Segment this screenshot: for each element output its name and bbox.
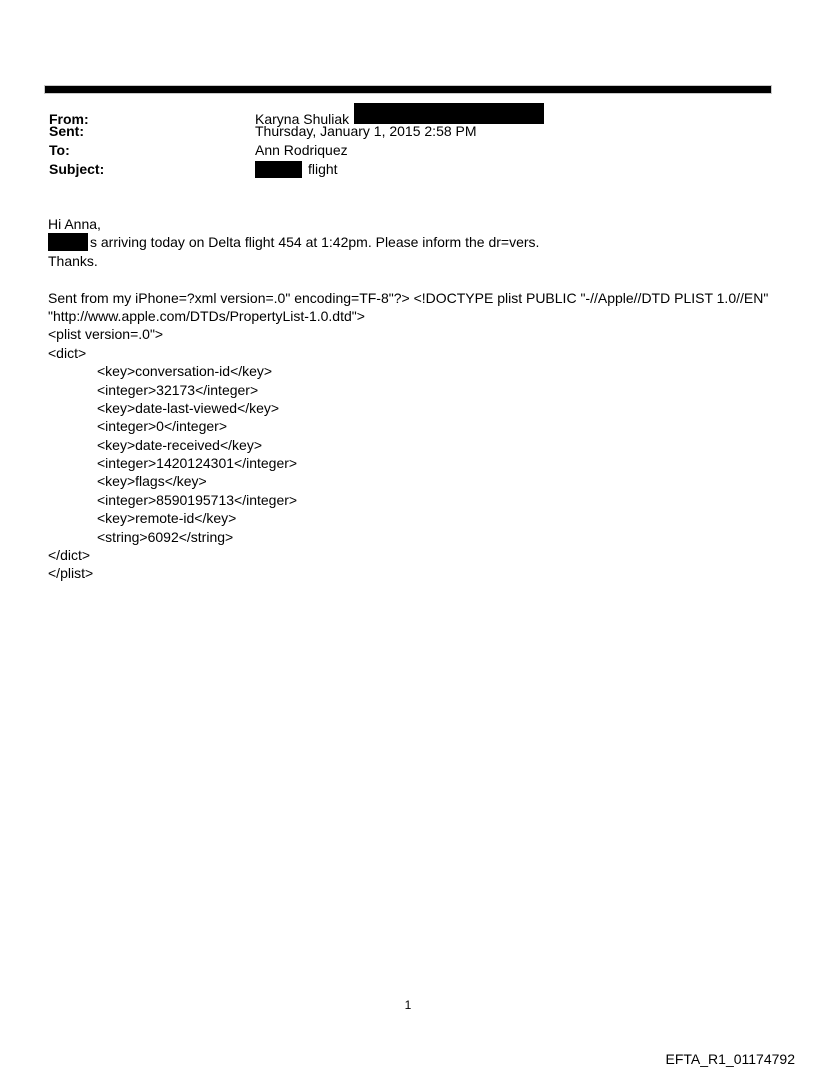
plist-entry: <key>conversation-id</key> [97,363,273,380]
header-row-from [49,103,544,127]
signature-line-1: Sent from my iPhone=?xml version=.0" encoding=TF-8"?> <!DOCTYPE plist PUBLIC "-//Apple//DTD PLIST 1.0//EN" [48,289,769,306]
plist-entry: <key>date-received</key> [97,436,262,453]
body-line-greeting: Hi Anna, [48,216,101,232]
subject-label: Subject: [49,161,105,177]
body-line-thanks: Thanks. [48,252,98,269]
header-row-subject [49,160,544,179]
to-value: Ann Rodriquez [255,142,348,158]
redaction-box-from-address [354,103,544,124]
plist-entry: <key>remote-id</key> [97,510,237,527]
body-line-arrival [48,233,778,251]
redaction-box-subject [255,161,302,178]
sent-value: Thursday, January 1, 2015 2:58 PM [255,123,477,139]
subject-text: flight [308,161,338,177]
from-value: Karyna Shuliak [255,111,350,127]
plist-entry: <integer>1420124301</integer> [97,455,298,472]
plist-entry: <integer>32173</integer> [97,381,259,398]
subject-value [255,160,338,179]
redaction-bar-top [45,86,771,93]
page-number: 1 [404,998,412,1012]
plist-entry: <string>6092</string> [97,528,234,545]
bates-number: EFTA_R1_01174792 [665,1051,795,1067]
from-label: From: [49,111,89,127]
email-body [48,215,778,583]
plist-entry: <integer>0</integer> [97,418,227,435]
dict-close-tag: </dict> [48,547,91,564]
blank-line [48,270,778,288]
redaction-box-body [48,233,88,251]
plist-close-tag: </plist> [48,565,94,582]
email-header [49,103,544,179]
plist-open-tag: <plist version=.0"> [48,326,164,343]
to-label: To: [49,142,70,158]
header-row-sent [49,122,544,141]
header-row-to [49,141,544,160]
body-line-arrival-text: s arriving today on Delta flight 454 at 1:42pm. Please inform the dr=vers. [90,234,540,251]
plist-entry: <key>flags</key> [97,473,207,490]
dict-open-tag: <dict> [48,344,87,361]
plist-entry: <key>date-last-viewed</key> [97,399,280,416]
sent-label: Sent: [49,123,84,139]
signature-line-2: "http://www.apple.com/DTDs/PropertyList-1.0.dtd"> [48,307,365,324]
plist-entry: <integer>8590195713</integer> [97,491,298,508]
